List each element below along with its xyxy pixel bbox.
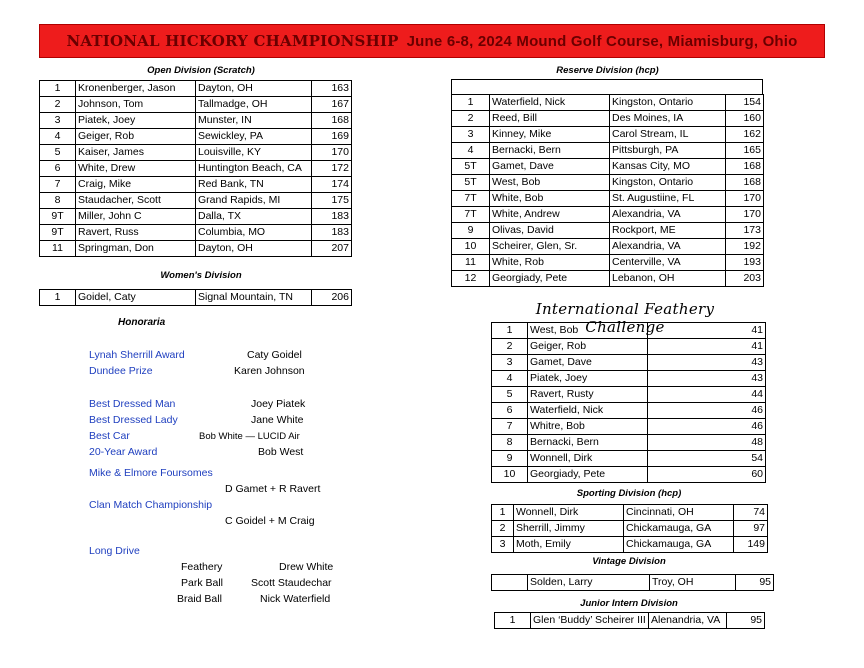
score-cell: 168 [726, 175, 764, 191]
score-cell: 175 [312, 193, 352, 209]
city-cell: Columbia, MO [196, 225, 312, 241]
result-row [40, 193, 352, 209]
score-cell: 95 [736, 575, 774, 591]
score-cell: 44 [648, 387, 766, 403]
rank-cell: 10 [452, 239, 490, 255]
womens-division-table [39, 289, 352, 306]
rank-cell: 12 [452, 271, 490, 287]
result-row [452, 159, 764, 175]
rank-cell: 4 [40, 129, 76, 145]
result-row [492, 339, 766, 355]
result-row [452, 143, 764, 159]
rank-cell: 1 [40, 290, 76, 306]
result-row [492, 575, 774, 591]
result-row [40, 129, 352, 145]
result-row [492, 505, 768, 521]
name-cell: Kronenberger, Jason [76, 81, 196, 97]
clan-match-winners: C Goidel + M Craig [225, 515, 315, 527]
award-value: Jane White [251, 414, 304, 426]
score-cell: 41 [648, 339, 766, 355]
score-cell: 203 [726, 271, 764, 287]
city-cell: Alexandria, VA [610, 239, 726, 255]
rank-cell: 1 [492, 505, 514, 521]
name-cell: White, Drew [76, 161, 196, 177]
rank-cell: 3 [492, 537, 514, 553]
city-cell: Centerville, VA [610, 255, 726, 271]
rank-cell: 7T [452, 191, 490, 207]
city-cell: Munster, IN [196, 113, 312, 129]
score-cell: 97 [734, 521, 768, 537]
name-cell: White, Rob [490, 255, 610, 271]
score-cell: 162 [726, 127, 764, 143]
score-cell: 169 [312, 129, 352, 145]
result-row [492, 521, 768, 537]
score-cell: 95 [727, 613, 765, 629]
rank-cell: 10 [492, 467, 528, 483]
result-row [40, 241, 352, 257]
long-drive-winner: Nick Waterfield [260, 593, 331, 605]
city-cell: Pittsburgh, PA [610, 143, 726, 159]
name-cell: Springman, Don [76, 241, 196, 257]
long-drive-ball: Feathery [181, 561, 223, 573]
foursomes-winners: D Gamet + R Ravert [225, 483, 321, 495]
reserve-division-heading: Reserve Division (hcp) [556, 65, 659, 76]
foursomes-label: Mike & Elmore Foursomes [89, 467, 213, 479]
name-cell: Ravert, Rusty [528, 387, 648, 403]
award-value: Karen Johnson [234, 365, 305, 377]
rank-cell: 7T [452, 207, 490, 223]
rank-cell: 4 [452, 143, 490, 159]
score-cell: 167 [312, 97, 352, 113]
rank-cell: 4 [492, 371, 528, 387]
city-cell: Lebanon, OH [610, 271, 726, 287]
result-row [40, 81, 352, 97]
long-drive-label: Long Drive [89, 545, 140, 557]
result-row [452, 175, 764, 191]
result-row [40, 161, 352, 177]
rank-cell: 1 [495, 613, 531, 629]
rank-cell: 1 [492, 323, 528, 339]
result-row [40, 290, 352, 306]
rank-cell: 6 [40, 161, 76, 177]
city-cell: Carol Stream, IL [610, 127, 726, 143]
award-value: Bob White — LUCID Air [199, 431, 300, 442]
score-cell: 54 [648, 451, 766, 467]
rank-cell: 9T [40, 225, 76, 241]
award-label: Best Dressed Man [89, 398, 176, 410]
name-cell: Gamet, Dave [528, 355, 648, 371]
result-row [492, 403, 766, 419]
sporting-division-table [491, 504, 768, 553]
city-cell: Kingston, Ontario [610, 175, 726, 191]
feathery-challenge-heading: International Feathery Challenge [535, 300, 715, 336]
score-cell: 206 [312, 290, 352, 306]
rank-cell: 11 [452, 255, 490, 271]
award-value: Bob West [258, 446, 304, 458]
name-cell: Scheirer, Glen, Sr. [490, 239, 610, 255]
score-cell: 46 [648, 403, 766, 419]
result-row [40, 97, 352, 113]
city-cell: Grand Rapids, MI [196, 193, 312, 209]
name-cell: Gamet, Dave [490, 159, 610, 175]
award-label: Best Car [89, 430, 130, 442]
result-row [492, 323, 766, 339]
rank-cell: 5 [40, 145, 76, 161]
name-cell: Piatek, Joey [528, 371, 648, 387]
result-row [492, 537, 768, 553]
city-cell: Huntington Beach, CA [196, 161, 312, 177]
rank-cell: 6 [492, 403, 528, 419]
score-cell: 183 [312, 225, 352, 241]
result-row [452, 111, 764, 127]
banner-event-info: June 6-8, 2024 Mound Golf Course, Miamisburg, Ohio [406, 32, 798, 50]
rank-cell: 11 [40, 241, 76, 257]
open-division-table [39, 80, 352, 257]
score-cell: 43 [648, 371, 766, 387]
score-cell: 163 [312, 81, 352, 97]
city-cell: Chickamauga, GA [624, 537, 734, 553]
result-row [492, 451, 766, 467]
city-cell: St. Augustiine, FL [610, 191, 726, 207]
rank-cell: 5 [492, 387, 528, 403]
award-label: Lynah Sherrill Award [89, 349, 185, 361]
reserve-table-top-spacer [451, 79, 763, 94]
long-drive-ball: Braid Ball [177, 593, 222, 605]
long-drive-winner: Drew White [279, 561, 334, 573]
name-cell: Reed, Bill [490, 111, 610, 127]
junior-division-heading: Junior Intern Division [580, 598, 678, 609]
score-cell: 170 [312, 145, 352, 161]
name-cell: Waterfield, Nick [490, 95, 610, 111]
name-cell: Georgiady, Pete [528, 467, 648, 483]
score-cell: 170 [726, 191, 764, 207]
name-cell: Johnson, Tom [76, 97, 196, 113]
rank-cell: 9 [492, 451, 528, 467]
name-cell: Miller, John C [76, 209, 196, 225]
name-cell: Kaiser, James [76, 145, 196, 161]
rank-cell: 3 [452, 127, 490, 143]
name-cell: White, Andrew [490, 207, 610, 223]
rank-cell: 2 [40, 97, 76, 113]
title-banner [39, 24, 825, 58]
award-label: Dundee Prize [89, 365, 153, 377]
name-cell: Geiger, Rob [76, 129, 196, 145]
result-row [452, 271, 764, 287]
long-drive-ball: Park Ball [181, 577, 224, 589]
rank-cell [492, 575, 528, 591]
name-cell: Bernacki, Bern [528, 435, 648, 451]
score-cell: 172 [312, 161, 352, 177]
city-cell: Des Moines, IA [610, 111, 726, 127]
score-cell: 183 [312, 209, 352, 225]
rank-cell: 1 [452, 95, 490, 111]
city-cell: Dayton, OH [196, 241, 312, 257]
result-row [452, 95, 764, 111]
award-label: 20-Year Award [89, 446, 158, 458]
score-cell: 149 [734, 537, 768, 553]
city-cell: Cincinnati, OH [624, 505, 734, 521]
name-cell: Olivas, David [490, 223, 610, 239]
name-cell: Sherrill, Jimmy [514, 521, 624, 537]
result-row [492, 371, 766, 387]
score-cell: 160 [726, 111, 764, 127]
rank-cell: 1 [40, 81, 76, 97]
score-cell: 43 [648, 355, 766, 371]
clan-match-label: Clan Match Championship [89, 499, 213, 511]
rank-cell: 8 [40, 193, 76, 209]
rank-cell: 9T [40, 209, 76, 225]
result-row [495, 613, 765, 629]
rank-cell: 2 [492, 521, 514, 537]
name-cell: Georgiady, Pete [490, 271, 610, 287]
score-cell: 173 [726, 223, 764, 239]
name-cell: West, Bob [528, 323, 648, 339]
name-cell: Whitre, Bob [528, 419, 648, 435]
result-row [452, 207, 764, 223]
name-cell: Wonnell, Dirk [514, 505, 624, 521]
award-value: Caty Goidel [247, 349, 302, 361]
score-cell: 74 [734, 505, 768, 521]
name-cell: Piatek, Joey [76, 113, 196, 129]
result-row [40, 225, 352, 241]
name-cell: Glen ‘Buddy’ Scheirer III [531, 613, 649, 629]
rank-cell: 5T [452, 175, 490, 191]
name-cell: Goidel, Caty [76, 290, 196, 306]
result-row [40, 177, 352, 193]
rank-cell: 3 [40, 113, 76, 129]
name-cell: Craig, Mike [76, 177, 196, 193]
name-cell: White, Bob [490, 191, 610, 207]
womens-division-heading: Women's Division [160, 270, 242, 281]
rank-cell: 3 [492, 355, 528, 371]
junior-division-table [494, 612, 765, 629]
result-row [452, 239, 764, 255]
award-value: Joey Piatek [251, 398, 306, 410]
rank-cell: 5T [452, 159, 490, 175]
score-cell: 165 [726, 143, 764, 159]
score-cell: 60 [648, 467, 766, 483]
result-row [492, 435, 766, 451]
city-cell: Troy, OH [650, 575, 736, 591]
score-cell: 48 [648, 435, 766, 451]
rank-cell: 2 [492, 339, 528, 355]
city-cell: Dalla, TX [196, 209, 312, 225]
score-cell: 46 [648, 419, 766, 435]
result-row [452, 255, 764, 271]
city-cell: Rockport, ME [610, 223, 726, 239]
result-row [452, 191, 764, 207]
sporting-division-heading: Sporting Division (hcp) [576, 488, 682, 499]
city-cell: Louisville, KY [196, 145, 312, 161]
city-cell: Sewickley, PA [196, 129, 312, 145]
award-label: Best Dressed Lady [89, 414, 178, 426]
score-cell: 207 [312, 241, 352, 257]
city-cell: Red Bank, TN [196, 177, 312, 193]
result-row [492, 467, 766, 483]
result-row [452, 223, 764, 239]
city-cell: Kingston, Ontario [610, 95, 726, 111]
name-cell: Moth, Emily [514, 537, 624, 553]
result-row [492, 419, 766, 435]
city-cell: Kansas City, MO [610, 159, 726, 175]
city-cell: Signal Mountain, TN [196, 290, 312, 306]
result-row [452, 127, 764, 143]
name-cell: Solden, Larry [528, 575, 650, 591]
open-division-heading: Open Division (Scratch) [147, 65, 255, 76]
long-drive-winner: Scott Staudechar [251, 577, 332, 589]
score-cell: 154 [726, 95, 764, 111]
city-cell: Tallmadge, OH [196, 97, 312, 113]
name-cell: Bernacki, Bern [490, 143, 610, 159]
city-cell: Alexandria, VA [610, 207, 726, 223]
name-cell: Wonnell, Dirk [528, 451, 648, 467]
name-cell: Kinney, Mike [490, 127, 610, 143]
result-row [492, 387, 766, 403]
name-cell: Staudacher, Scott [76, 193, 196, 209]
result-row [492, 355, 766, 371]
name-cell: Geiger, Rob [528, 339, 648, 355]
feathery-challenge-table [491, 322, 766, 483]
vintage-division-heading: Vintage Division [592, 556, 666, 567]
result-row [40, 209, 352, 225]
vintage-division-table [491, 574, 774, 591]
result-row [40, 113, 352, 129]
score-cell: 193 [726, 255, 764, 271]
honoraria-heading: Honoraria [118, 317, 166, 328]
banner-title: NATIONAL HICKORY CHAMPIONSHIP [66, 32, 399, 50]
rank-cell: 8 [492, 435, 528, 451]
city-cell: Alenandria, VA [649, 613, 727, 629]
city-cell: Chickamauga, GA [624, 521, 734, 537]
rank-cell: 7 [492, 419, 528, 435]
city-cell: Dayton, OH [196, 81, 312, 97]
score-cell: 168 [726, 159, 764, 175]
name-cell: West, Bob [490, 175, 610, 191]
rank-cell: 2 [452, 111, 490, 127]
rank-cell: 9 [452, 223, 490, 239]
reserve-division-table [451, 94, 764, 287]
score-cell: 170 [726, 207, 764, 223]
score-cell: 41 [648, 323, 766, 339]
name-cell: Waterfield, Nick [528, 403, 648, 419]
name-cell: Ravert, Russ [76, 225, 196, 241]
score-cell: 168 [312, 113, 352, 129]
score-cell: 174 [312, 177, 352, 193]
result-row [40, 145, 352, 161]
rank-cell: 7 [40, 177, 76, 193]
score-cell: 192 [726, 239, 764, 255]
